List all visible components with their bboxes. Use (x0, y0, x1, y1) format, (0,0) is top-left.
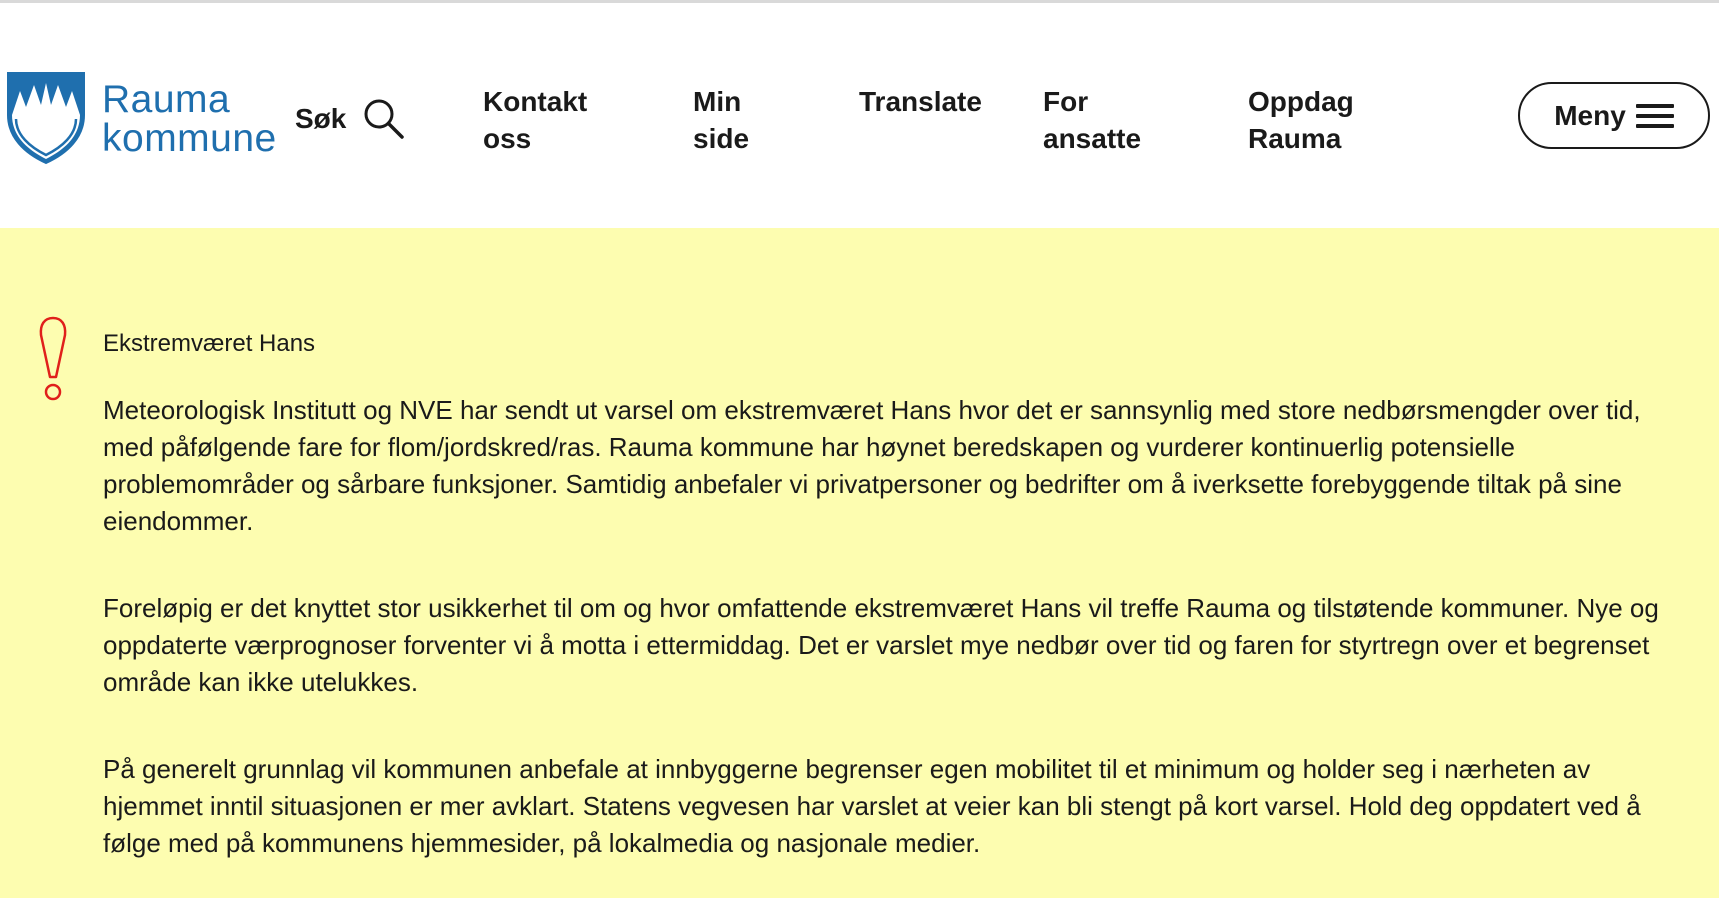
search-button[interactable] (295, 97, 406, 141)
logo-link[interactable] (6, 71, 277, 165)
logo-text (102, 80, 277, 158)
nav-item-label: side (693, 123, 750, 154)
search-label: Søk (295, 103, 347, 134)
nav-item-for-ansatte[interactable] (1043, 83, 1141, 157)
search-icon (362, 97, 406, 141)
nav-item-label: Translate (859, 86, 982, 117)
site-header (0, 3, 1719, 228)
nav-item-label: oss (483, 123, 532, 154)
nav-item-label: For (1043, 86, 1089, 117)
nav-item-oppdag-rauma[interactable] (1248, 83, 1354, 157)
rauma-shield-icon (6, 71, 86, 165)
logo-line-1: Rauma (102, 78, 231, 121)
alert-body (103, 392, 1663, 912)
alert-paragraph: Foreløpig er det knyttet stor usikkerhet til om og hvor omfattende ekstremværet Hans vil treffe Rauma og tilstøtende kommuner. Nye og oppdaterte værprognoser forventer vi å motta i ettermiddag. Det er varslet mye nedbør over tid og faren for styrtregn over et begrenset område kan ikke utelukkes. (103, 593, 1659, 697)
nav-item-min-side[interactable] (693, 83, 749, 157)
exclamation-icon (36, 315, 70, 403)
alert-banner (0, 228, 1719, 898)
nav-item-label: Oppdag (1248, 86, 1354, 117)
hamburger-icon (1636, 103, 1674, 129)
nav-item-label: Min (693, 86, 742, 117)
menu-label: Meny (1554, 99, 1626, 131)
alert-paragraph: På generelt grunnlag vil kommunen anbefale at innbyggerne begrenser egen mobilitet til et minimum og holder seg i nærheten av hjemmet inntil situasjonen er mer avklart. Statens vegvesen har varslet at veier kan bli stengt på kort varsel. Hold deg oppdatert ved å følge med på kommunens hjemmesider, på lokalmedia og nasjonale medier. (103, 754, 1641, 858)
menu-button[interactable] (1518, 82, 1710, 149)
nav-item-kontakt-oss[interactable] (483, 83, 587, 157)
nav-item-label: ansatte (1043, 123, 1142, 154)
alert-paragraph: Meteorologisk Institutt og NVE har sendt ut varsel om ekstremværet Hans hvor det er sannsynlig med store nedbørsmengder over tid, med påfølgende fare for flom/jordskred/ras. Rauma kommune har høynet beredskapen og vurderer kontinuerlig potensielle problemområder og sårbare funksjoner. Samtidig anbefaler vi privatpersoner og bedrifter om å iverksette forebyggende tiltak på sine eiendommer. (103, 395, 1641, 536)
alert-title: Ekstremværet Hans (103, 330, 316, 357)
nav-item-translate[interactable] (859, 83, 982, 120)
nav-item-label: Rauma (1248, 123, 1342, 154)
logo-line-2: kommune (102, 117, 277, 160)
nav-item-label: Kontakt (483, 86, 588, 117)
